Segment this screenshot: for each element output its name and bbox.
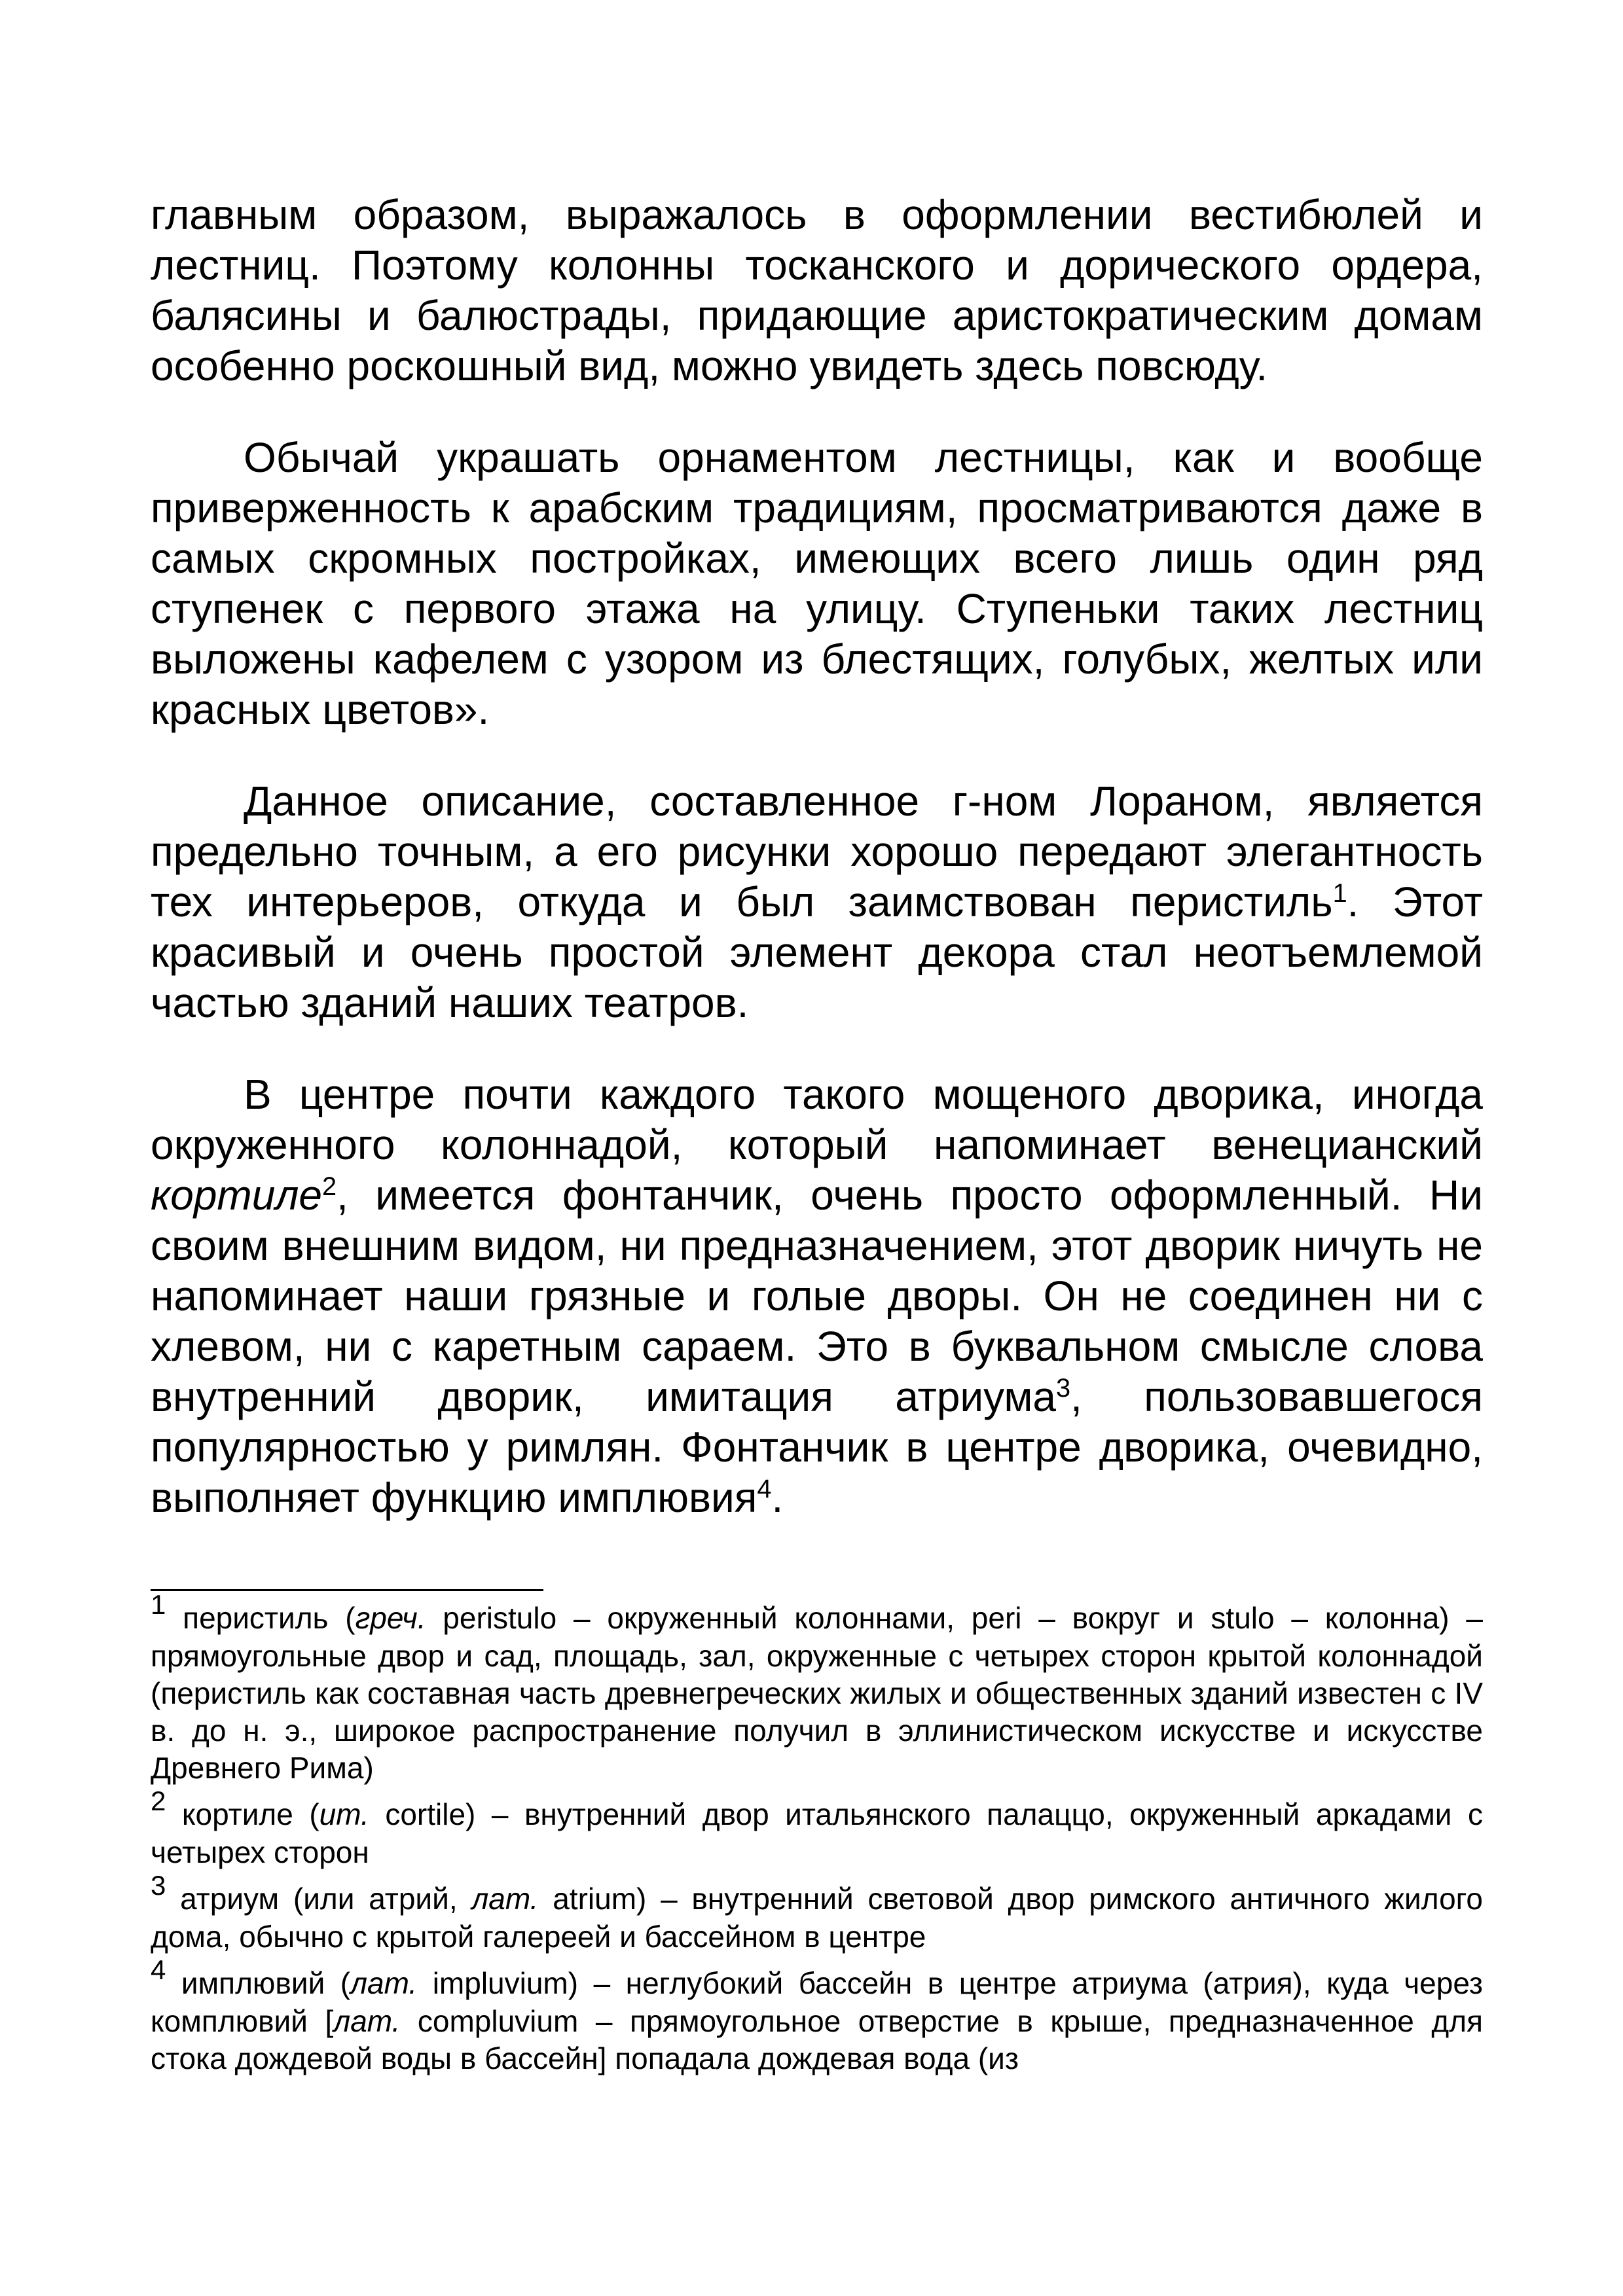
footnote-4-text-c: compluvium – прямоугольное отверстие в крыше, предназначенное для стока дождевой воды в бассейн] попадала дождевая вода (из xyxy=(151,2004,1483,2075)
paragraph-4-italic-term: кортиле xyxy=(151,1172,322,1219)
footnote-2-text-b: cortile) – внутренний двор итальянского палаццо, окруженный аркадами с четырех сторон xyxy=(151,1797,1483,1869)
footnote-1 xyxy=(151,1589,1483,1787)
footnote-4-text-b: impluvium) – неглубокий бассейн в центре атриума (атрия), куда через комплювий [ xyxy=(151,1966,1483,2038)
footnote-ref-3[interactable]: 3 xyxy=(1056,1374,1071,1403)
paragraph-4-text-c: , пользовавшегося популярностью у римлян. Фонтанчик в центре дворика, очевидно, выполняет функцию имплювия xyxy=(151,1373,1484,1521)
footnote-2-italic: ит. xyxy=(319,1797,369,1831)
footnote-separator xyxy=(151,1589,543,1591)
footnote-1-italic: греч. xyxy=(355,1601,426,1635)
footnote-1-text-b: peristulo – окруженный колоннами, peri – вокруг и stulo – колонна) – прямоугольные двор и сад, площадь, зал, окруженные с четырех сторон крытой колоннадой (перистиль как составная часть древнегреческих жилых и общественных зданий известен с IV в. до н. э., широкое распространение получил в эллинистическом искусстве и искусстве Древнего Рима) xyxy=(151,1601,1483,1785)
footnote-3-text-b: atrium) – внутренний световой двор римского античного жилого дома, обычно с крытой галереей и бассейном в центре xyxy=(151,1882,1484,1954)
footnote-2 xyxy=(151,1785,1483,1871)
paragraph-4-text-d: . xyxy=(771,1474,784,1521)
footnote-1-text-a: перистиль ( xyxy=(166,1601,356,1635)
footnote-ref-2[interactable]: 2 xyxy=(322,1172,337,1202)
footnote-4-italic-2: лат. xyxy=(333,2004,401,2038)
paragraph-4-text-a: В центре почти каждого такого мощеного дворика, иногда окруженного колоннадой, который напоминает венецианский xyxy=(151,1071,1483,1168)
footnote-ref-4[interactable]: 4 xyxy=(757,1475,772,1504)
footnote-4-italic-1: лат. xyxy=(350,1966,418,2000)
paragraph-4-text-b: , имеется фонтанчик, очень просто оформленный. Ни своим внешним видом, ни предназначением, этот дворик ничуть не напоминает наши грязные и голые дворы. Он не соединен ни с хлевом, ни с каретным сараем. Это в буквальном смысле слова внутренний дворик, имитация атриума xyxy=(151,1172,1483,1420)
footnote-3-text-a: атриум (или атрий, xyxy=(166,1882,472,1916)
footnote-2-text-a: кортиле ( xyxy=(166,1797,319,1831)
footnotes xyxy=(151,1589,1484,2087)
paragraph-3-text-b: . Этот красивый и очень простой элемент декора стал неотъемлемой частью зданий наших театров. xyxy=(151,878,1484,1026)
paragraph-2: Обычай украшать орнаментом лестницы, как и вообще приверженность к арабским традициям, просматриваются даже в самых скромных постройках, имеющих всего лишь один ряд ступенек с первого этажа на улицу. Ступеньки таких лестниц выложены кафелем с узором из блестящих, голубых, желтых или красных цветов». xyxy=(151,434,1483,733)
footnote-4-number: 4 xyxy=(151,1954,166,1985)
footnote-ref-1[interactable]: 1 xyxy=(1332,879,1347,908)
footnote-4 xyxy=(151,1954,1483,2077)
footnote-3-number: 3 xyxy=(151,1870,166,1901)
footnote-4-text-a: имплювий ( xyxy=(166,1966,351,2000)
paragraph-4 xyxy=(151,1069,1483,1523)
footnote-3 xyxy=(151,1870,1484,1956)
paragraph-1: главным образом, выражалось в оформлении вестибюлей и лестниц. Поэтому колонны тосканского и дорического ордера, балясины и балюстрады, придающие аристократическим домам особенно роскошный вид, можно увидеть здесь повсюду. xyxy=(151,191,1483,389)
footnote-1-number: 1 xyxy=(151,1589,166,1620)
footnote-2-number: 2 xyxy=(151,1785,166,1816)
paragraph-3-text-a: Данное описание, составленное г-ном Лораном, является предельно точным, а его рисунки хорошо передают элегантность тех интерьеров, откуда и был заимствован перистиль xyxy=(151,778,1483,925)
main-text xyxy=(151,190,1483,1523)
paragraph-3 xyxy=(151,776,1483,1028)
footnote-3-italic: лат. xyxy=(471,1882,539,1916)
